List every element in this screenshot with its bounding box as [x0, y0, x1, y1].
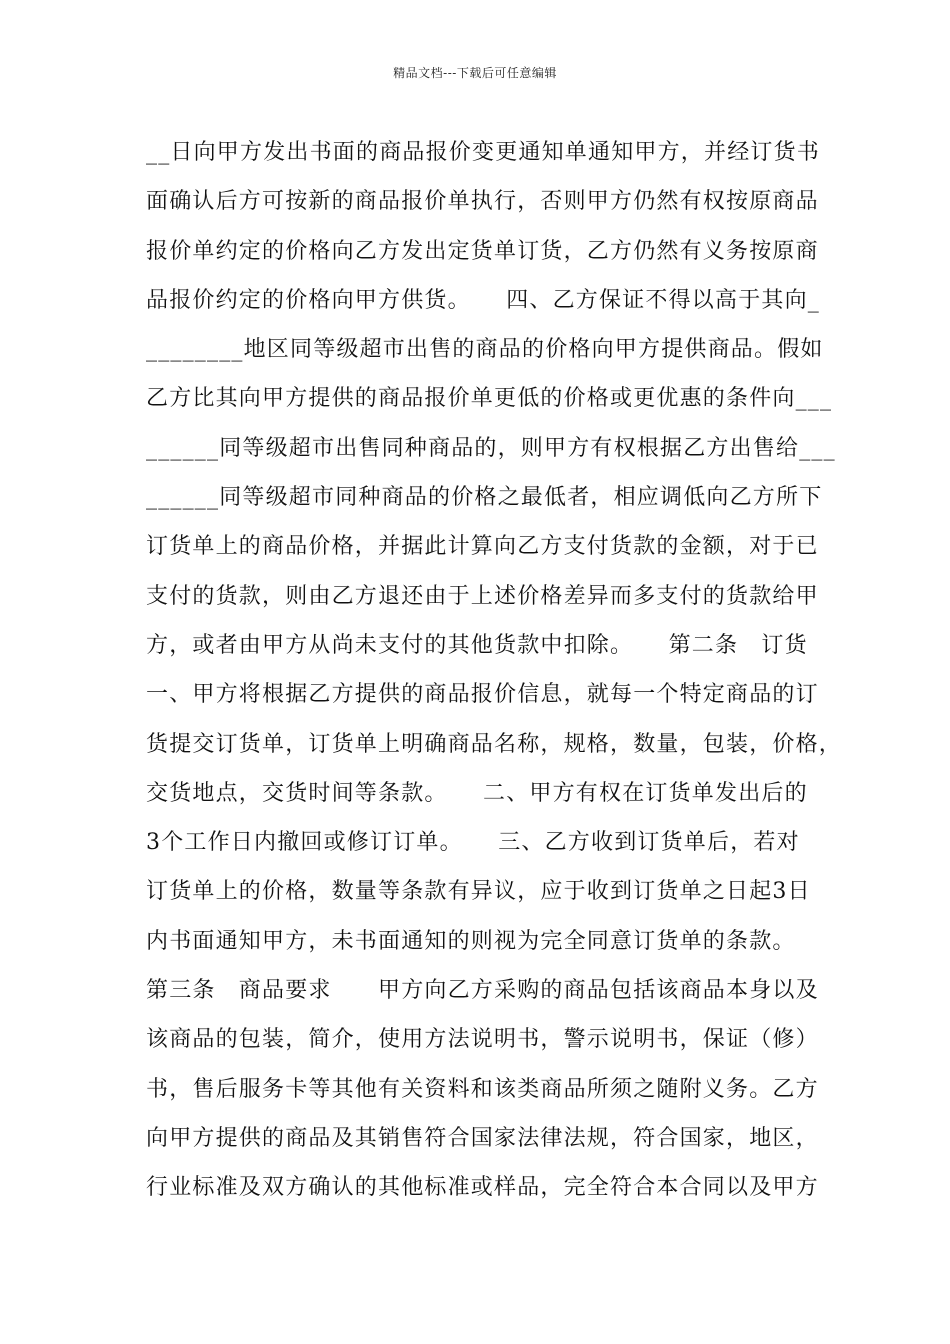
body-line: 乙方比其向甲方提供的商品报价单更低的价格或更优惠的条件向___ — [146, 386, 833, 412]
body-line: 行业标准及双方确认的其他标准或样品，完全符合本合同以及甲方 — [146, 1175, 819, 1201]
body-line: 报价单约定的价格向乙方发出定货单订货，乙方仍然有义务按原商 — [146, 238, 819, 264]
body-line: 内书面通知甲方，未书面通知的则视为完全同意订货单的条款。 — [146, 928, 796, 954]
body-line: 支付的货款，则由乙方退还由于上述价格差异而多支付的货款给甲 — [146, 583, 819, 609]
body-line: 品报价约定的价格向甲方供货。 四、乙方保证不得以高于其向_ — [146, 287, 821, 313]
body-line: 3个工作日内撤回或修订订单。 三、乙方收到订货单后，若对 — [146, 830, 800, 856]
body-line: ________地区同等级超市出售的商品的价格向甲方提供商品。假如 — [146, 337, 824, 363]
body-line: 书，售后服务卡等其他有关资料和该类商品所须之随附义务。乙方 — [146, 1076, 819, 1102]
body-line: 方，或者由甲方从尚未支付的其他货款中扣除。 第二条 订货 — [146, 632, 808, 658]
body-line: 交货地点，交货时间等条款。 二、甲方有权在订货单发出后的 — [146, 780, 808, 806]
body-line: 一、甲方将根据乙方提供的商品报价信息，就每一个特定商品的订 — [146, 682, 819, 708]
body-line: 订货单上的商品价格，并据此计算向乙方支付货款的金额，对于已 — [146, 534, 819, 560]
body-line: ______同等级超市出售同种商品的，则甲方有权根据乙方出售给___ — [146, 435, 836, 461]
page-header: 精品文档---下载后可任意编辑 — [393, 66, 557, 80]
body-line: 该商品的包装，简介，使用方法说明书，警示说明书，保证（修） — [146, 1027, 819, 1053]
body-line: __日向甲方发出书面的商品报价变更通知单通知甲方，并经订货书 — [146, 140, 821, 165]
body-line: 订货单上的价格，数量等条款有异议，应于收到订货单之日起3日 — [146, 879, 811, 905]
body-line: ______同等级超市同种商品的价格之最低者，相应调低向乙方所下 — [146, 485, 823, 511]
body-line: 向甲方提供的商品及其销售符合国家法律法规，符合国家，地区， — [146, 1125, 819, 1151]
body-line: 货提交订货单，订货单上明确商品名称，规格，数量，包装，价格， — [146, 731, 843, 757]
body-line: 第三条 商品要求 甲方向乙方采购的商品包括该商品本身以及 — [146, 978, 819, 1004]
body-line: 面确认后方可按新的商品报价单执行，否则甲方仍然有权按原商品 — [146, 189, 819, 215]
document-body — [146, 128, 843, 1213]
